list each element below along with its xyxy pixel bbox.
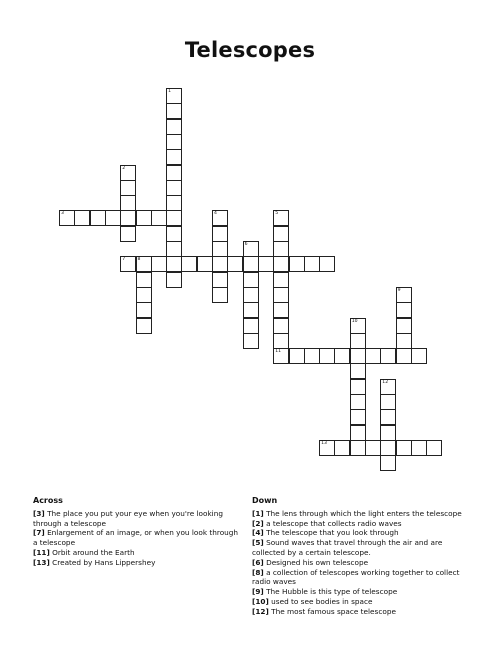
cell-number: 11 [275, 349, 282, 355]
cell-number: 8 [137, 257, 141, 263]
grid-cell[interactable] [151, 210, 167, 226]
grid-cell[interactable] [289, 256, 305, 272]
cell-number: 4 [214, 211, 217, 217]
grid-cell[interactable] [136, 272, 152, 288]
grid-cell[interactable] [166, 180, 182, 196]
grid-cell[interactable] [319, 440, 335, 456]
grid-cell[interactable] [166, 134, 182, 150]
grid-cell[interactable] [350, 379, 366, 395]
grid-cell[interactable] [243, 318, 259, 334]
grid-cell[interactable] [380, 409, 396, 425]
grid-cell[interactable] [166, 165, 182, 181]
grid-cell[interactable] [365, 440, 381, 456]
grid-cell[interactable] [396, 440, 412, 456]
grid-cell[interactable] [350, 348, 366, 364]
grid-cell[interactable] [243, 333, 259, 349]
grid-cell[interactable] [136, 256, 152, 272]
grid-cell[interactable] [380, 455, 396, 471]
grid-cell[interactable] [243, 302, 259, 318]
clue-down-2: [2] a telescope that collects radio waves [252, 518, 402, 528]
clue-down-8: [8] a collection of telescopes working together to collect radio waves [252, 567, 460, 587]
cell-number: 13 [321, 440, 327, 446]
grid-cell[interactable] [197, 256, 213, 272]
grid-cell[interactable] [273, 210, 289, 226]
grid-cell[interactable] [380, 394, 396, 410]
grid-cell[interactable] [74, 210, 90, 226]
grid-cell[interactable] [365, 348, 381, 364]
grid-cell[interactable] [273, 226, 289, 242]
grid-cell[interactable] [350, 318, 366, 334]
grid-cell[interactable] [243, 287, 259, 303]
grid-cell[interactable] [319, 256, 335, 272]
grid-cell[interactable] [120, 256, 136, 272]
grid-cell[interactable] [166, 226, 182, 242]
grid-cell[interactable] [243, 272, 259, 288]
grid-cell[interactable] [166, 103, 182, 119]
grid-cell[interactable] [334, 348, 350, 364]
grid-cell[interactable] [258, 256, 274, 272]
clue-across-11: [11] Orbit around the Earth [33, 547, 135, 557]
cell-number: 12 [382, 379, 389, 385]
grid-cell[interactable] [273, 272, 289, 288]
cell-number: 9 [397, 287, 401, 293]
clue-down-12: [12] The most famous space telescope [252, 606, 396, 616]
grid-cell[interactable] [136, 210, 152, 226]
grid-cell[interactable] [212, 241, 228, 257]
grid-cell[interactable] [273, 348, 289, 364]
cell-number: 3 [61, 211, 64, 217]
cell-number: 7 [122, 257, 126, 263]
grid-cell[interactable] [350, 363, 366, 379]
grid-cell[interactable] [380, 348, 396, 364]
clue-down-4: [4] The telescope that you look through [252, 528, 399, 538]
clue-down-6: [6] Designed his own telescope [252, 557, 369, 567]
grid-cell[interactable] [273, 241, 289, 257]
grid-cell[interactable] [304, 348, 320, 364]
cell-number: 10 [351, 318, 358, 324]
grid-cell[interactable] [380, 379, 396, 395]
clue-down-9: [9] The Hubble is this type of telescope [252, 587, 398, 597]
clue-across-7: [7] Enlargement of an image, or when you look through a telescope [33, 528, 239, 548]
grid-cell[interactable] [273, 318, 289, 334]
grid-cell[interactable] [304, 256, 320, 272]
grid-cell[interactable] [426, 440, 442, 456]
grid-cell[interactable] [136, 318, 152, 334]
grid-cell[interactable] [396, 287, 412, 303]
grid-cell[interactable] [59, 210, 75, 226]
grid-cell[interactable] [350, 394, 366, 410]
across-clues [33, 496, 243, 568]
grid-cell[interactable] [120, 180, 136, 196]
down-heading: Down [252, 496, 278, 505]
down-clues [252, 496, 462, 617]
grid-cell[interactable] [273, 302, 289, 318]
grid-cell[interactable] [411, 348, 427, 364]
grid-cell[interactable] [212, 287, 228, 303]
grid-cell[interactable] [120, 165, 136, 181]
grid-cell[interactable] [227, 256, 243, 272]
grid-cell[interactable] [212, 272, 228, 288]
grid-cell[interactable] [166, 256, 182, 272]
grid-cell[interactable] [151, 256, 167, 272]
grid-cell[interactable] [273, 287, 289, 303]
grid-cell[interactable] [273, 256, 289, 272]
grid-cell[interactable] [166, 119, 182, 135]
cell-number: 2 [122, 165, 126, 171]
grid-cell[interactable] [396, 333, 412, 349]
grid-cell[interactable] [166, 210, 182, 226]
grid-cell[interactable] [120, 195, 136, 211]
cell-number: 6 [244, 242, 248, 247]
grid-cell[interactable] [243, 256, 259, 272]
clue-across-3: [3] The place you put your eye when you're looking through a telescope [33, 508, 223, 528]
grid-cell[interactable] [105, 210, 121, 226]
grid-cell[interactable] [350, 425, 366, 441]
grid-cell[interactable] [273, 333, 289, 349]
cell-number: 5 [275, 211, 279, 217]
grid-cell[interactable] [396, 318, 412, 334]
grid-cell[interactable] [319, 348, 335, 364]
grid-cell[interactable] [212, 256, 228, 272]
grid-cell[interactable] [350, 409, 366, 425]
grid-cell[interactable] [350, 333, 366, 349]
grid-cell[interactable] [289, 348, 305, 364]
puzzle-title: Telescopes [184, 38, 316, 62]
grid-cell[interactable] [166, 241, 182, 257]
grid-cell[interactable] [166, 88, 182, 104]
grid-cell[interactable] [212, 210, 228, 226]
grid-cell[interactable] [380, 425, 396, 441]
grid-cell[interactable] [136, 287, 152, 303]
grid-cell[interactable] [411, 440, 427, 456]
clue-across-13: [13] Created by Hans Lippershey [33, 557, 156, 567]
grid-cell[interactable] [243, 241, 259, 257]
grid-cell[interactable] [120, 210, 136, 226]
grid-cell[interactable] [166, 272, 182, 288]
grid-cell[interactable] [334, 440, 350, 456]
grid-cell[interactable] [350, 440, 366, 456]
grid-cell[interactable] [396, 302, 412, 318]
grid-cell[interactable] [380, 440, 396, 456]
clue-down-5: [5] Sound waves that travel through the air and are collected by a certain telescope. [252, 538, 443, 557]
across-heading: Across [33, 496, 63, 505]
clue-down-1: [1] The lens through which the light enters the telescope [252, 508, 462, 518]
grid-cell[interactable] [166, 195, 182, 211]
cell-number: 1 [168, 89, 172, 94]
grid-cell[interactable] [120, 226, 136, 242]
grid-cell[interactable] [396, 348, 412, 364]
grid-cell[interactable] [90, 210, 106, 226]
grid-cell[interactable] [136, 302, 152, 318]
grid-cell[interactable] [212, 226, 228, 242]
grid-cell[interactable] [166, 149, 182, 165]
clue-down-10: [10] used to see bodies in space [252, 596, 373, 606]
grid-cell[interactable] [181, 256, 197, 272]
